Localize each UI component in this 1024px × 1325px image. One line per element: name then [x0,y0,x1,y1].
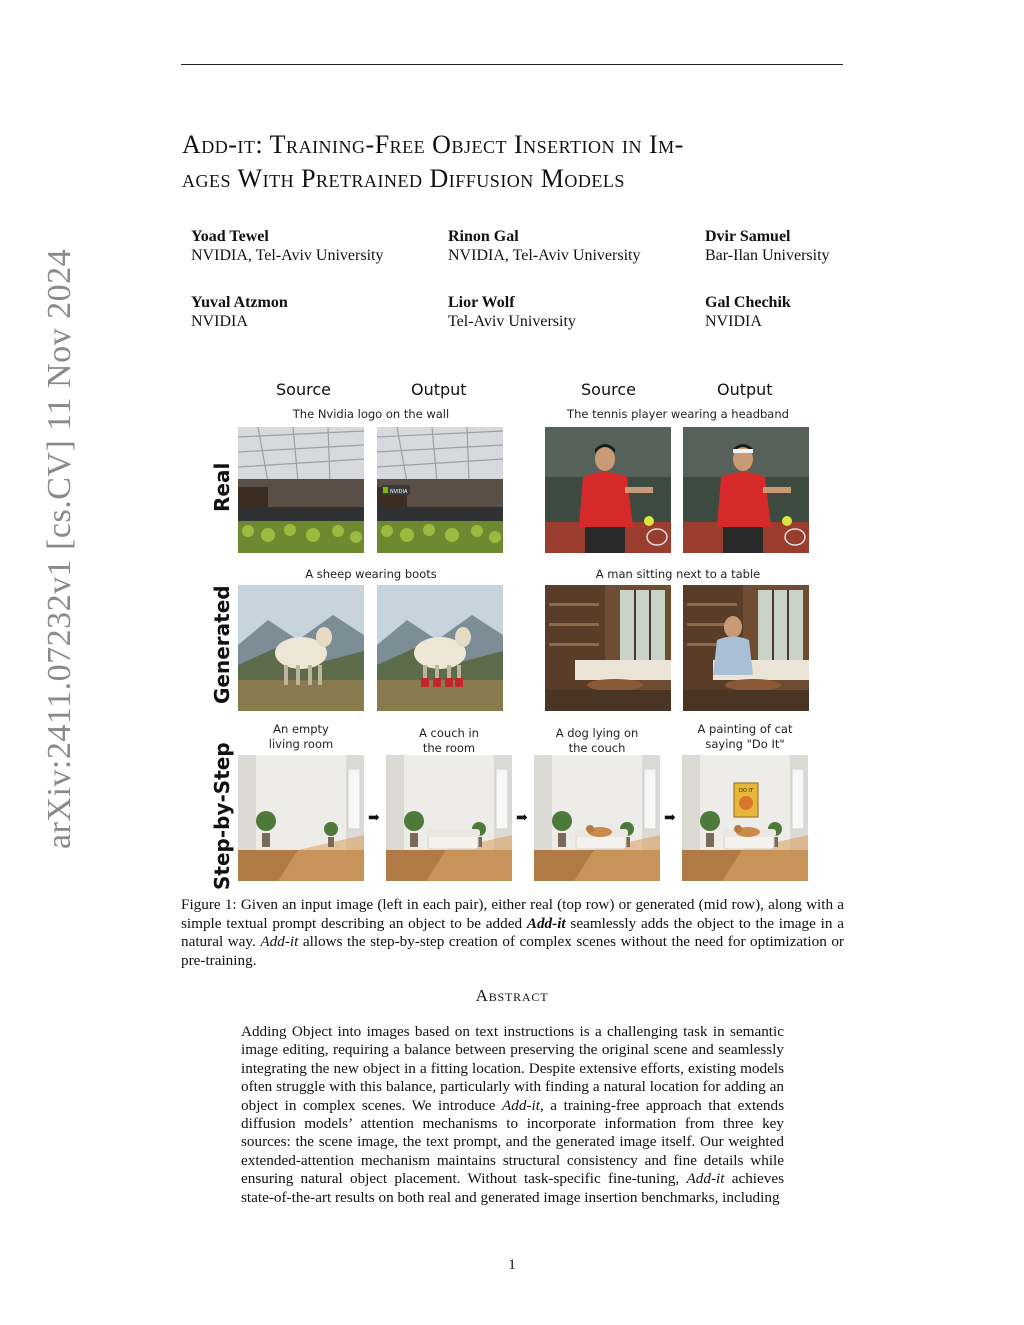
col-header-source-right: Source [581,380,636,399]
author-name: Yoad Tewel [191,228,269,245]
nvidia-logo-text: NVIDIA [390,489,408,495]
method-name: Add-it [686,1170,725,1188]
prompt-line-1: A couch in [419,726,479,740]
image-cafe-source [545,585,671,711]
arxiv-identifier[interactable]: arXiv:2411.07232v1 [cs.CV] 11 Nov 2024 [41,248,78,849]
abstract-text: achieves state-of-the-art results on both real and generated image insertion benchmarks, including [241,1170,785,1206]
painting-text: DO IT [739,788,753,794]
author-affiliation: NVIDIA [705,313,762,330]
image-station-source [238,427,364,553]
image-room-empty [238,755,364,881]
author-4 [191,293,431,331]
image-room-painting [682,755,808,881]
author-affiliation: Bar-Ilan University [705,247,830,264]
caption-text: seamlessly adds the object to the image in a natural way. [181,914,844,950]
prompt-nvidia-logo: The Nvidia logo on the wall [292,407,450,421]
paper-title [182,128,844,196]
prompt-line-2: saying "Do It" [705,737,785,751]
prompt-empty-room [238,722,364,752]
abstract-heading: Abstract [475,986,549,1005]
prompt-line-1: An empty [273,722,329,736]
caption-label: Figure 1: [181,896,237,913]
figure-1 [200,372,840,897]
author-affiliation: NVIDIA [191,313,248,330]
method-name: Add-it [260,933,299,950]
prompt-couch [386,726,512,756]
abstract-body [241,1023,784,1207]
col-header-output-right: Output [717,380,773,399]
prompt-line-2: living room [268,737,334,751]
author-2 [448,227,688,265]
row-label-step-by-step: Step-by-Step [210,742,234,890]
prompt-line-1: A painting of cat [697,722,793,736]
author-affiliation: Tel-Aviv University [448,313,576,330]
image-tennis-source [545,427,671,553]
author-name: Yuval Atzmon [191,294,288,311]
prompt-dog [534,726,660,756]
prompt-painting [682,722,808,752]
row-label-real: Real [210,462,234,512]
author-6 [705,293,945,331]
col-header-source-left: Source [276,380,331,399]
arrow-right-icon: ➡ [664,811,676,826]
caption-text: allows the step-by-step creation of complex scenes without the need for optimization or pre-training. [181,933,844,969]
prompt-line-1: A dog lying on [555,726,639,740]
prompt-man-table: A man sitting next to a table [595,567,761,581]
author-name: Gal Chechik [705,294,791,311]
method-name: Add-it [501,1096,540,1114]
title-line-2: ages With Pretrained Diffusion Models [182,164,625,193]
author-affiliation: NVIDIA, Tel-Aviv University [448,247,641,264]
arrow-right-icon: ➡ [516,811,528,826]
col-header-output-left: Output [411,380,467,399]
author-name: Dvir Samuel [705,228,791,245]
author-3 [705,227,945,265]
image-tennis-output [683,427,809,553]
author-name: Rinon Gal [448,228,519,245]
title-line-1: Add-it: Training-Free Object Insertion in Im- [182,130,684,159]
author-name: Lior Wolf [448,294,515,311]
prompt-tennis-headband: The tennis player wearing a headband [567,407,789,421]
row-label-generated: Generated [210,585,234,704]
prompt-line-2: the room [422,741,476,755]
image-sheep-source [238,585,364,711]
method-name: Add-it [526,914,566,932]
abstract-text: Adding Object into images based on text instructions is a challenging task in semantic image editing, requiring a balance between preserving the original scene and seamlessly integrating the new object in a fitting location. Despite extensive efforts, existing models often struggle with this balance, particularly with finding a natural location for adding an object in complex scenes. We introduce [241,1023,784,1114]
image-room-couch [386,755,512,881]
image-station-output [377,427,503,553]
author-5 [448,293,688,331]
figure-caption [181,896,844,970]
author-1 [191,227,431,265]
abstract-text: , a training-free approach that extends diffusion models’ attention mechanisms to incorporate information from three key sources: the scene image, the text prompt, and the generated image itself. Our weighted extended-attention mechanism maintains structural consistency and fine details while ensuring natural object placement. Without task-specific fine-tuning, [241,1096,784,1188]
image-room-dog [534,755,660,881]
author-affiliation: NVIDIA, Tel-Aviv University [191,247,384,264]
prompt-sheep-boots: A sheep wearing boots [305,567,437,581]
image-cafe-output [683,585,809,711]
top-rule [181,64,843,65]
prompt-line-2: the couch [568,741,626,755]
image-sheep-output [377,585,503,711]
caption-text: Given an input image (left in each pair), either real (top row) or generated (mid row), along with a simple textual prompt describing an object to be added [181,896,844,932]
page-number: 1 [508,1257,516,1273]
arrow-right-icon: ➡ [368,811,380,826]
